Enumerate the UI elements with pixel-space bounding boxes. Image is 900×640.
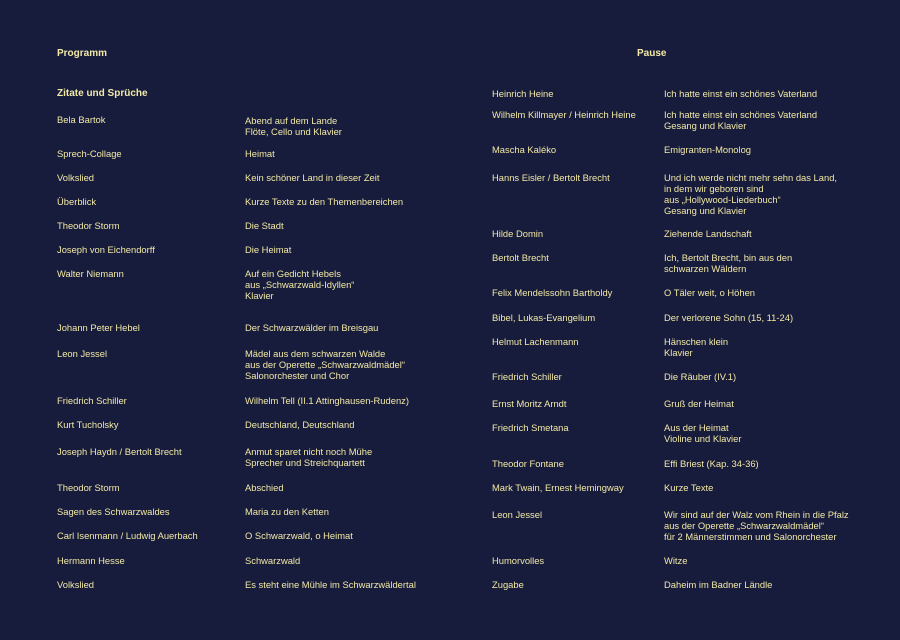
work-title: Daheim im Badner Ländle	[664, 579, 773, 590]
work-title: Die Heimat	[245, 244, 292, 255]
composer-name: Bertolt Brecht	[492, 252, 549, 263]
composer-name: Mark Twain, Ernest Hemingway	[492, 482, 624, 493]
work-title: Mädel aus dem schwarzen Walde aus der Operette „Schwarzwaldmädel“ Salonorchester und Chor	[245, 348, 405, 381]
composer-name: Humorvolles	[492, 555, 545, 566]
composer-name: Friedrich Schiller	[492, 371, 562, 382]
work-title: Ich hatte einst ein schönes Vaterland	[664, 88, 818, 99]
composer-name: Ernst Moritz Arndt	[492, 398, 567, 409]
work-title: Kurze Texte zu den Themenbereichen	[245, 196, 404, 207]
composer-name: Theodor Fontane	[492, 458, 564, 469]
work-title: Emigranten-Monolog	[664, 144, 752, 155]
composer-name: Friedrich Schiller	[57, 395, 127, 406]
work-title: Ziehende Landschaft	[664, 228, 752, 239]
composer-name: Walter Niemann	[57, 268, 124, 279]
work-title: Heimat	[245, 148, 275, 159]
work-title: Ich hatte einst ein schönes Vaterland Gesang und Klavier	[664, 109, 818, 131]
composer-name: Wilhelm Killmayer / Heinrich Heine	[492, 109, 636, 120]
composer-name: Heinrich Heine	[492, 88, 554, 99]
work-title: Deutschland, Deutschland	[245, 419, 355, 430]
composer-name: Hanns Eisler / Bertolt Brecht	[492, 172, 610, 183]
composer-name: Hilde Domin	[492, 228, 544, 239]
composer-name: Sprech-Collage	[57, 148, 122, 159]
work-title: Wilhelm Tell (II.1 Attinghausen-Rudenz)	[245, 395, 409, 406]
work-title: Gruß der Heimat	[664, 398, 734, 409]
composer-name: Zugabe	[492, 579, 524, 590]
composer-name: Volkslied	[57, 579, 95, 590]
composer-name: Volkslied	[57, 172, 95, 183]
work-title: Hänschen klein Klavier	[664, 336, 729, 358]
composer-name: Hermann Hesse	[57, 555, 125, 566]
work-title: Witze	[664, 555, 688, 566]
composer-name: Friedrich Smetana	[492, 422, 569, 433]
work-title: Die Stadt	[245, 220, 284, 231]
work-title: Maria zu den Ketten	[245, 506, 329, 517]
composer-name: Sagen des Schwarzwaldes	[57, 506, 170, 517]
work-title: Anmut sparet nicht noch Mühe Sprecher und Streichquartett	[245, 446, 373, 468]
work-title: Abend auf dem Lande Flöte, Cello und Klavier	[245, 115, 342, 137]
work-title: Der verlorene Sohn (15, 11-24)	[664, 312, 794, 323]
work-title: Auf ein Gedicht Hebels aus „Schwarzwald-Idyllen“ Klavier	[245, 268, 355, 301]
composer-name: Theodor Storm	[57, 220, 120, 231]
composer-name: Theodor Storm	[57, 482, 120, 493]
composer-name: Bibel, Lukas-Evangelium	[492, 312, 596, 323]
work-title: Schwarzwald	[245, 555, 301, 566]
work-title: Es steht eine Mühle im Schwarzwäldertal	[245, 579, 416, 590]
composer-name: Kurt Tucholsky	[57, 419, 119, 430]
work-title: O Täler weit, o Höhen	[664, 287, 756, 298]
composer-name: Carl Isenmann / Ludwig Auerbach	[57, 530, 198, 541]
work-title: Kurze Texte	[664, 482, 714, 493]
composer-name: Überblick	[57, 196, 97, 207]
composer-name: Johann Peter Hebel	[57, 322, 140, 333]
composer-name: Leon Jessel	[57, 348, 108, 359]
composer-name: Mascha Kaléko	[492, 144, 557, 155]
composer-name: Leon Jessel	[492, 509, 543, 520]
program-heading: Programm	[57, 48, 108, 59]
composer-name: Felix Mendelssohn Bartholdy	[492, 287, 613, 298]
section-title: Zitate und Sprüche	[57, 88, 148, 99]
work-title: Und ich werde nicht mehr sehn das Land, in dem wir geboren sind aus „Hollywood-Liederbuch“ Gesang und Klavier	[664, 172, 838, 216]
work-title: Die Räuber (IV.1)	[664, 371, 737, 382]
composer-name: Joseph von Eichendorff	[57, 244, 155, 255]
composer-name: Joseph Haydn / Bertolt Brecht	[57, 446, 182, 457]
work-title: O Schwarzwald, o Heimat	[245, 530, 353, 541]
work-title: Wir sind auf der Walz vom Rhein in die Pfalz aus der Operette „Schwarzwaldmädel“ für 2 Männerstimmen und Salonorchester	[664, 509, 849, 542]
work-title: Ich, Bertolt Brecht, bin aus den schwarzen Wäldern	[664, 252, 793, 274]
work-title: Abschied	[245, 482, 284, 493]
work-title: Effi Briest (Kap. 34-36)	[664, 458, 759, 469]
work-title: Der Schwarzwälder im Breisgau	[245, 322, 379, 333]
work-title: Kein schöner Land in dieser Zeit	[245, 172, 380, 183]
composer-name: Bela Bartok	[57, 114, 106, 125]
pause-heading: Pause	[637, 48, 667, 59]
composer-name: Helmut Lachenmann	[492, 336, 579, 347]
work-title: Aus der Heimat Violine und Klavier	[664, 422, 742, 444]
